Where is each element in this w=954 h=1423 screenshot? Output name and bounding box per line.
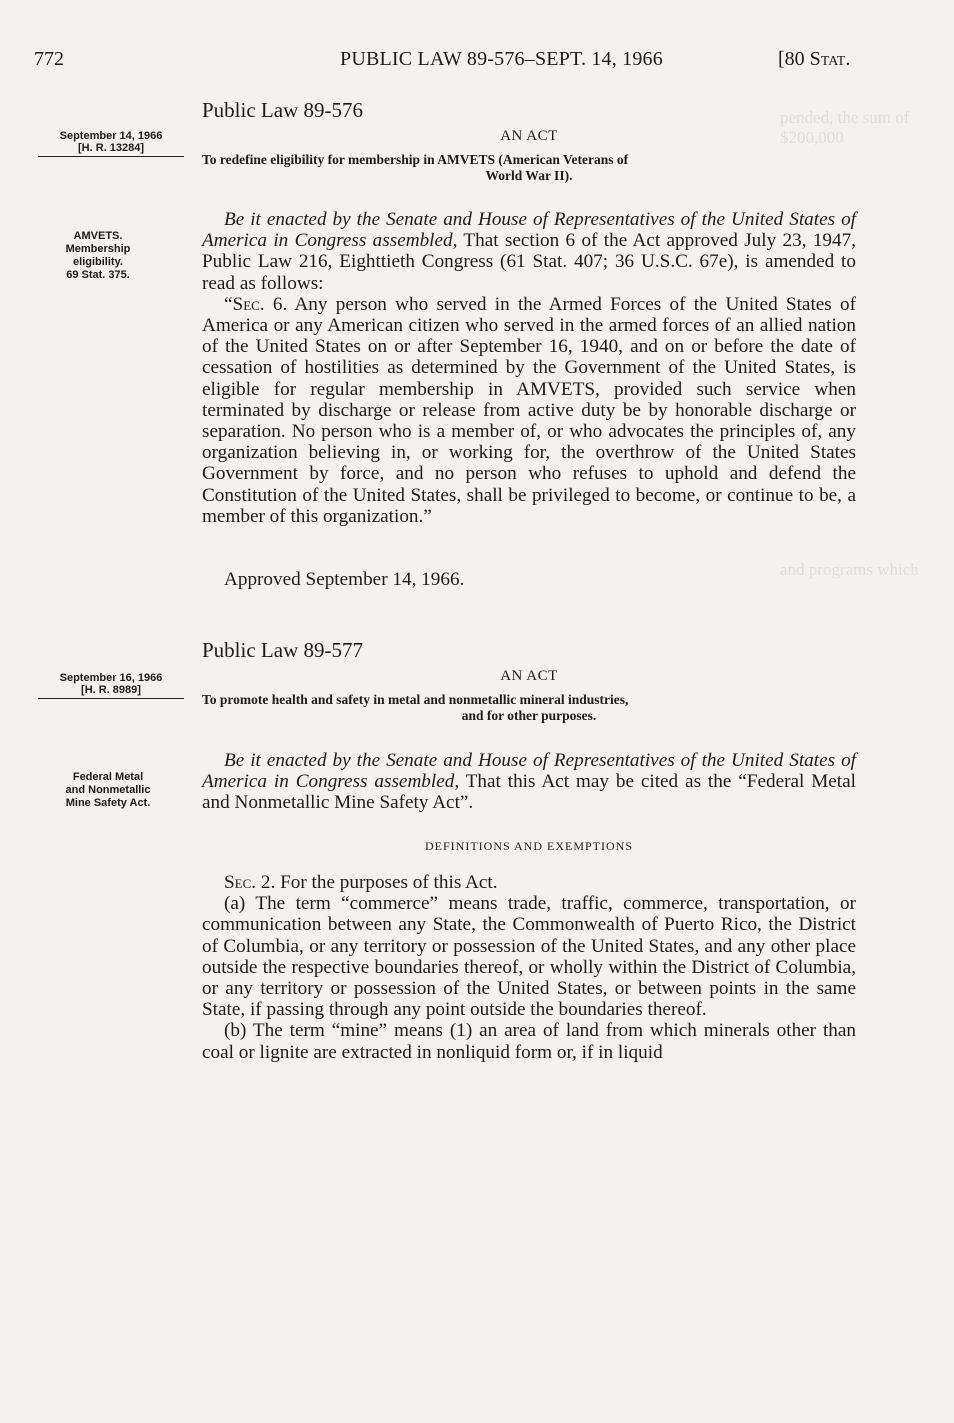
enacting-clause: Be it enacted by the Senate and House of Representatives of the United States of America in Congress assembled,: [202, 750, 856, 793]
section-text: For the purposes of this Act.: [275, 872, 498, 893]
law1-body: [202, 209, 856, 527]
running-title: PUBLIC LAW 89-576–SEPT. 14, 1966: [340, 48, 663, 70]
section-heading: DEFINITIONS AND EXEMPTIONS: [425, 839, 633, 853]
law-title: Public Law 89-576: [202, 98, 363, 122]
an-act-heading: AN ACT: [500, 128, 558, 144]
margin-note: AMVETS. Membership eligibility. 69 Stat. 375.: [65, 230, 131, 281]
section-text: Any person who served in the Armed Forces of the United States of America or any American citizen who served in the armed forces of an allied nation of the United States on or after September 16, 1940, and on or before the date of cessation of hostilities as determined by the Government of the United States, is eligible for regular membership in AMVETS, provided such service when terminated by discharge or release from active duty be by honorable discharge or separation. No person who is a member of, or who advocates the principles of, any organization believing in, or working for, the overthrow of the United States Government by force, and no person who refuses to uphold and defend the Constitution of the United States, shall be privileged to become, or continue to be, a member of this organization.”: [202, 293, 856, 527]
margin-note: Federal Metal and Nonmetallic Mine Safety Act.: [65, 771, 151, 809]
section-label: Sec. 2.: [224, 872, 276, 893]
act-purpose: To promote health and safety in metal and nonmetallic mineral industries, and for other purposes.: [202, 692, 629, 723]
bleed-through: and programs which: [780, 560, 919, 579]
enacting-text: That this Act may be cited as the “Federal Metal and Nonmetallic Mine Safety Act”.: [202, 771, 856, 814]
margin-date: September 14, 1966 [H. R. 13284]: [38, 130, 184, 157]
volume-citation: [80 Stat.: [778, 48, 851, 70]
law-title: Public Law 89-577: [202, 638, 363, 662]
law2-body: [202, 872, 856, 1063]
margin-date: September 16, 1966 [H. R. 8989]: [38, 672, 184, 699]
approval-date: Approved September 14, 1966.: [224, 569, 465, 590]
law2-enacting: [202, 750, 856, 814]
page-number: 772: [34, 48, 64, 70]
enacting-text: That section 6 of the Act approved July 23, 1947, Public Law 216, Eighttieth Congress (61 Stat. 407; 36 U.S.C. 67e), is amended to read as follows:: [202, 230, 857, 294]
enacting-clause: Be it enacted by the Senate and House of Representatives of the United States of America in Congress assembled,: [202, 209, 856, 252]
act-purpose: To redefine eligibility for membership in AMVETS (American Veterans of World War II).: [202, 152, 629, 183]
paragraph-a: (a) The term “commerce” means trade, traffic, commerce, transportation, or communication between any State, the Commonwealth of Puerto Rico, the District of Columbia, or any territory or possession of the United States, and any other place outside the respective boundaries thereof, or wholly within the District of Columbia, or any territory or possession of the United States, or between points in the same State, if passing through any point outside the boundaries thereof.: [202, 893, 856, 1021]
bleed-through: pended, the sum of $200,000: [780, 108, 910, 147]
an-act-heading: AN ACT: [500, 668, 558, 684]
section-label: “Sec. 6.: [224, 293, 288, 315]
paragraph-b: (b) The term “mine” means (1) an area of land from which minerals other than coal or lignite are extracted in nonliquid form or, if in liquid: [202, 1020, 856, 1063]
